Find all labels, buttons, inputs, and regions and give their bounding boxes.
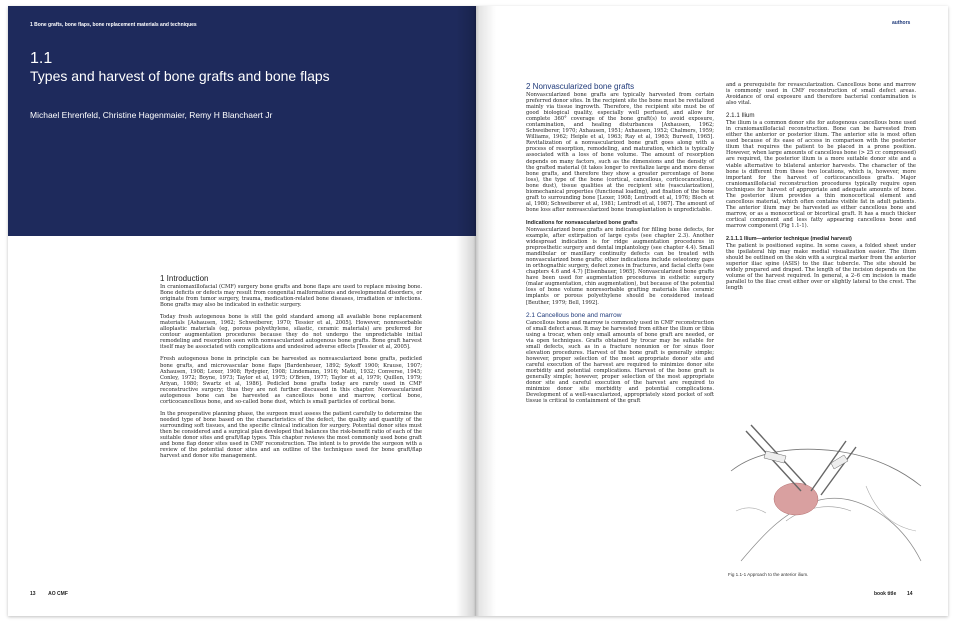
chapter-title-panel: [8, 6, 476, 236]
section-2-1-1-paragraph: The ilium is a common donor site for autogenous cancellous bone used in craniomaxillofacial reconstruction. Bone can be harvested from either the anterior or posterior ilium. The anterior site is most often used because of its ease of access in comparison with the posterior ilium that requires the patient to be placed in a prone position. However, when large amounts of cancellous bone (> 25 cc compressed) are required, the posterior ilium is a more suitable donor site and a viable alternative to bilateral anterior harvests. The character of the bone is different from these two locations, which is, however, more important for the harvest of corticocancellous grafts. Major craniomaxillofacial reconstruction procedures typically require open techniques for harvest of appropriate and adequate amounts of bone. The posterior ilium provides a thin monocortical element and cancellous material, which often contains visible fat in adult patients. The anterior ilium may be harvested as either cancellous bone and marrow, or as a monocortical or bicortical graft. It has a much thicker cortical component and less fatty appearing cancellous bone and marrow component (Fig 1.1-1).: [726, 120, 916, 229]
right-footer: [874, 591, 913, 597]
section-2-heading: 2 Nonvascularized bone grafts: [526, 82, 635, 91]
left-page-number: 13: [30, 591, 36, 597]
running-head: 1 Bone grafts, bone flaps, bone replacement materials and techniques: [30, 22, 197, 28]
section-2-1-paragraph: Cancellous bone and marrow is commonly used in CMF reconstruction of small defect areas. It may be harvested from either the ilium or tibia using a trocar, when only small amounts of bone graft are needed, or via open techniques. Grafts obtained by trocar may be suitable for small defects, such as in a fracture nonunion or for sinus floor elevation procedures. Harvest of the bone graft is generally simple; however, proper selection of the most appropriate donor site and careful execution of the harvest are required to minimize donor site morbidity and potential complications. Harvest of the bone graft is generally simple; however, proper selection of the most appropriate donor site and careful execution of the harvest are required to minimize donor site morbidity and potential complications. Development of a well-vascularized, appropriately sized pocket of soft tissue is critical to containment of the graft: [526, 319, 714, 405]
right-page-number: 14: [907, 591, 913, 597]
section-2-1-1-heading: 2.1.1 Ilium: [726, 112, 755, 120]
right-page: [476, 6, 948, 616]
right-header-label: authors: [892, 20, 911, 26]
figure-caption: Fig 1.1-1 Approach to the anterior ilium.: [728, 572, 809, 577]
intro-paragraph-4: In the preoperative planning phase, the surgeon must assess the patient carefully to determine the needed type of bone based on the characteristics of the defect, the quality and quantity of the surrounding soft tissues, and the specific clinical indication for surgery. Potential donor sites must then be considered and a surgical plan developed that balances the risk-benefit ratio of each of the suitable donor sites and graft/flap types. This chapter reviews the most commonly used bone graft and bone flap donor sites used in CMF reconstruction. The intent is to provide the surgeon with a review of the potential donor sites and an outline of the techniques used for bone graft/flap harvest and donor site management.: [160, 410, 422, 460]
left-footer: [30, 591, 68, 597]
right-column-2: [726, 82, 916, 291]
left-footer-brand: AO CMF: [48, 591, 68, 597]
chapter-title: Types and harvest of bone grafts and bone flaps: [30, 68, 330, 84]
section-2-1-1-1-heading: 2.1.1.1 Ilium—anterior technique (medial harvest): [726, 236, 852, 243]
authors: Michael Ehrenfeld, Christine Hagenmaier, Remy H Blanchaert Jr: [30, 110, 273, 120]
section-2-paragraph: Nonvascularized bone grafts are typically harvested from certain preferred donor sites. In the recipient site the bone must be revitalized mainly via tissue ingrowth. Therefore, the recipient site must be of good biological quality, especially well perfused, and allow for complete 360° coverage of the bone graft(s) to avoid exposure, contamination, and healing disturbances [Axhausen, 1962; Schweiberer, 1970; Axhausen, 1951; Axhausen, 1952; Chalmers, 1959; Williams, 1962; Heiple et al, 1963; Ray et al, 1963; Burwell, 1965]. Revitalization of a nonvascularized bone graft goes along with a process of resorption, remodeling, and maturation, which is typically associated with a loss of bone volume. The amount of resorption depends on many factors, such as the dimensions and the density of the grafted material (it takes longer to revitalize large and more dense bone grafts, and therefore they show a greater percentage of bone loss), the type of the bone (cortical, cancellous, corticocancellous, bone dust), tissue qualities at the recipient site (vascularization), biomechanical properties (functional loading), and fixation of the bone graft to surrounding bone [Lexer, 1908; Lentrodt et al, 1976; Bloch et al, 1980; Schweiberer et al, 1981; Lentrodt et al, 1987]. The amount of bone loss after nonvascularized bone transplantation is unpredictable.: [526, 92, 714, 213]
right-column-1: [526, 82, 714, 404]
section-2-1-heading: 2.1 Cancellous bone and marrow: [526, 311, 622, 319]
column-2-intro: and a prerequisite for revascularization. Cancellous bone and marrow is commonly used in CMF reconstruction of small defect areas. Avoidance of oral exposure and therefore bacterial contamination is also vital.: [726, 82, 916, 107]
anterior-ilium-illustration: [726, 411, 926, 571]
chapter-number: 1.1: [30, 50, 53, 67]
section-2-1-1-1-paragraph: The patient is positioned supine. In some cases, a folded sheet under the ipsilateral hip may make medial visualization easier. The ilium should be outlined on the skin with a surgical marker from the anterior superior iliac spine (ASIS) to the iliac tubercle. The site should be widely prepared and draped. The length of the incision depends on the volume of the harvest required. In general, a 2–6 cm incision is made parallel to the iliac crest either over or slightly lateral to the crest. The length: [726, 243, 916, 292]
intro-column: [160, 274, 422, 465]
indications-paragraph: Nonvascularized bone grafts are indicated for filling bone defects, for example, after extirpation of large cysts (see chapter 2.3). Another widespread indication is for ridge augmentation procedures in preprosthetic surgery and dental implantology (see chapter 4.4). Small mandibular or maxillary continuity defects can be treated with nonvascularized bone grafts; other indications include osteotomy gaps in orthognathic surgery, defect zones in fractures, and facial clefts (see chapters 4.6 and 4.7) [Eisenbauer, 1965]. Nonvascularized bone grafts have been used for augmentation procedures in esthetic surgery (malar augmentation, chin augmentation), but because of the potential loss of bone volume nonresorbable grafting materials like ceramic implants or porous polyethylene should be considered instead [Beuther, 1979; Bell, 1992].: [526, 226, 714, 306]
left-page: [8, 6, 476, 616]
intro-heading: 1 Introduction: [160, 274, 209, 283]
intro-paragraph-1: In craniomaxillofacial (CMF) surgery bone grafts and bone flaps are used to replace missing bone. Bone deficits or defects may result from congenital malformations and developmental disorders, or originate from tumor surgery, trauma, medication-related bone diseases, irradiation or infections. Bone grafts may also be indicated in esthetic surgery.: [160, 284, 422, 309]
intro-paragraph-2: Today fresh autogenous bone is still the gold standard among all available bone replacement materials [Ashausen, 1962; Schweiberer, 1970; Tessier et al, 2005]. However, nonresorbable alloplastic materials (eg, porous polyethylene, silastic, ceramic materials) are preferred for contour augmentation procedures because they do not undergo the unpredictable initial remodeling and resorption seen with nonvascularized autogenous bone grafts. Bone graft harvest itself may be associated with complications and undesired adverse effects [Tessier et al, 2005].: [160, 314, 422, 351]
intro-paragraph-3: Fresh autogenous bone in principle can be harvested as nonvascularized bone grafts, pedicled bone grafts, and microvascular bone flaps [Bardenheuer, 1892; Sykoff 1900; Krause, 1907; Axhausen, 1908; Lexer, 1908; Rydygier, 1908; Lindemann, 1916; Matti, 1932; Converse, 1945; Conley, 1972; Boyne, 1973; Taylor et al, 1975; O'Brien, 1977; Taylor et al, 1979; Quillen, 1979; Ariyan, 1980; Swartz et al, 1986]. Pedicled bone grafts today are rarely used in CMF reconstructive surgery; thus they are not further discussed in this chapter. Nonvascularized autogenous bone can be harvested as cancellous bone and marrow, cortical bone, corticocancellous bone, and so-called bone dust, which is small particles of cortical bone.: [160, 356, 422, 405]
right-footer-title: book title: [874, 591, 897, 597]
indications-heading: Indications for nonvascularized bone grafts: [526, 219, 638, 226]
